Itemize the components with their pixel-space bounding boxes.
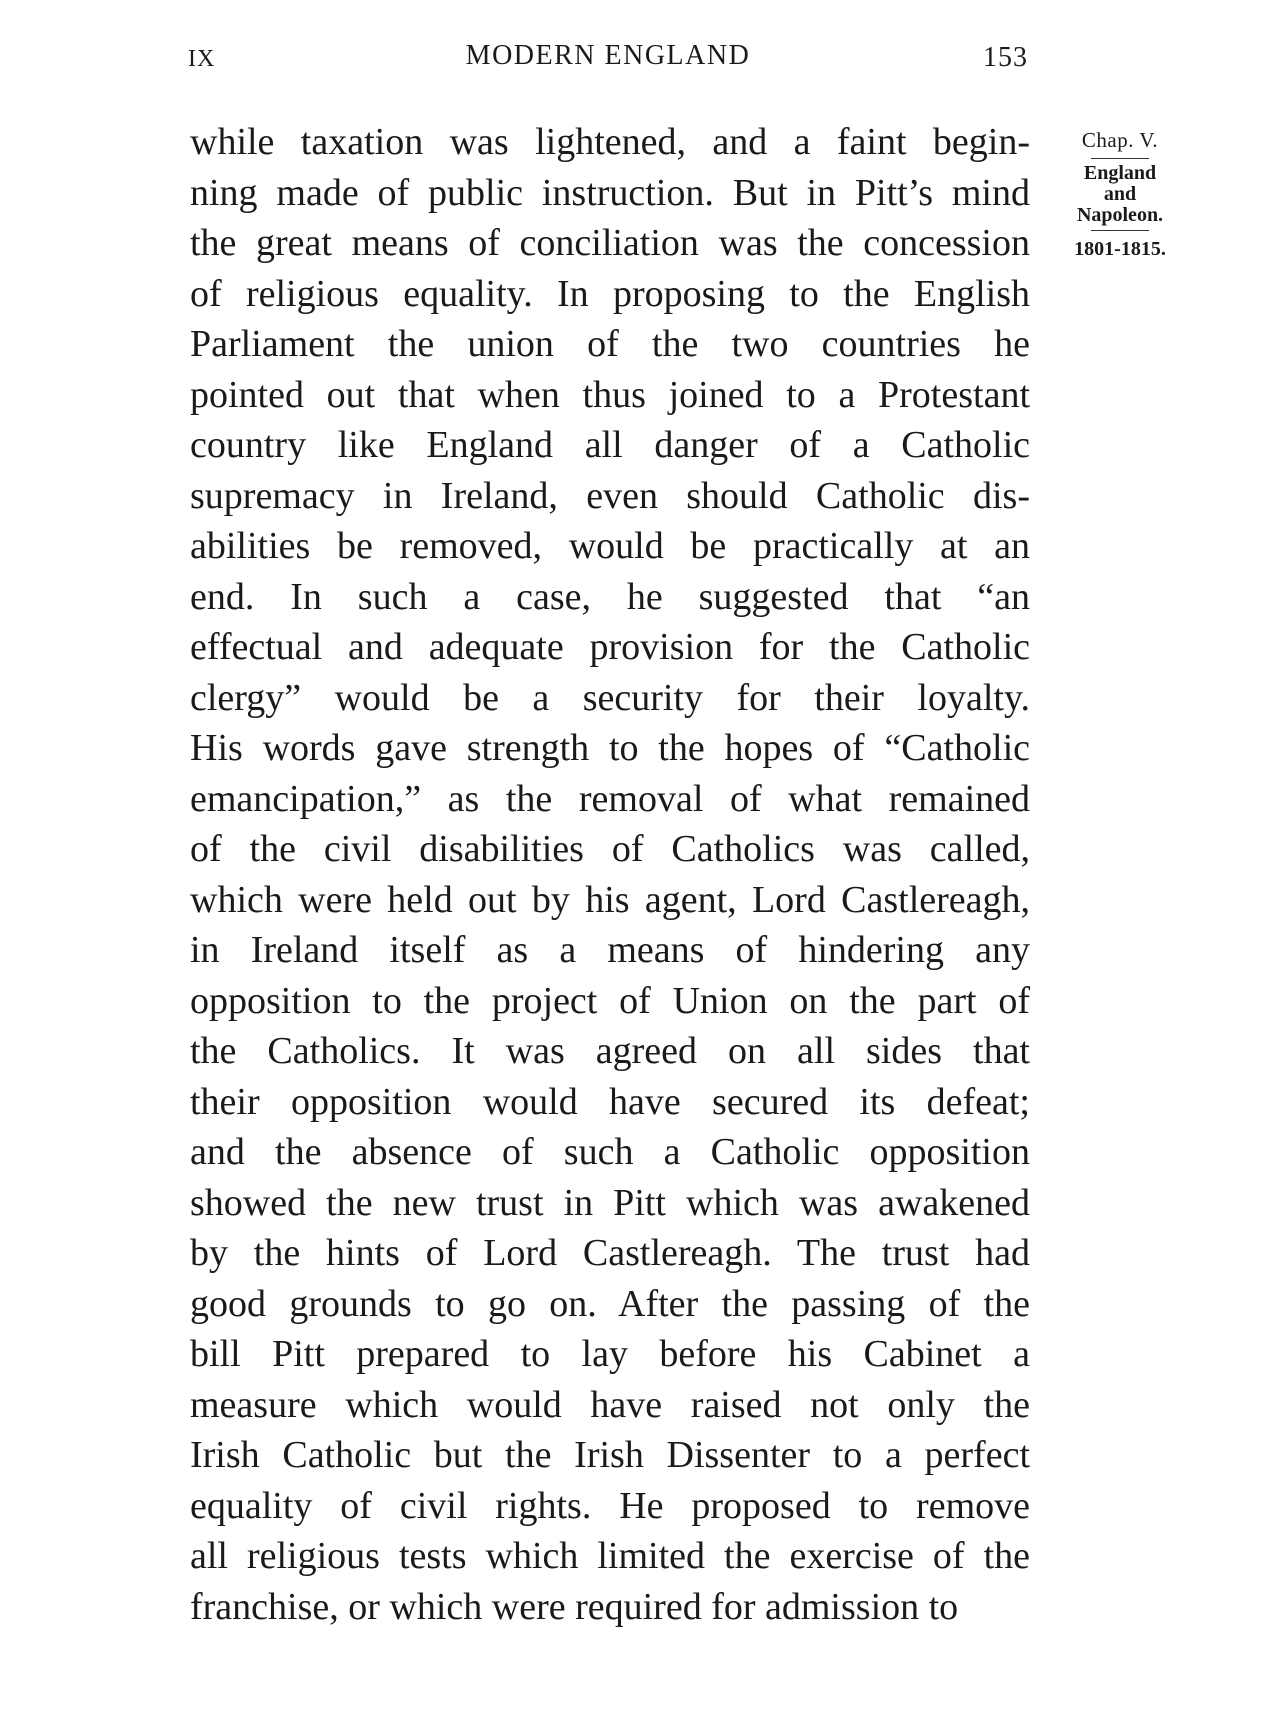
margin-rule (1091, 230, 1149, 231)
margin-subject-line: Napoleon. (1076, 204, 1164, 226)
margin-dates: 1801-1815. (1074, 238, 1166, 260)
margin-subject-line: England (1083, 162, 1157, 184)
text-line: Parliament the union of the two countries he (190, 323, 1030, 365)
text-line: end. In such a case, he suggested that “an (190, 575, 1030, 618)
text-line: and the absence of such a Catholic opposition (190, 1131, 1030, 1173)
body-text (190, 117, 1030, 1632)
text-line: showed the new trust in Pitt which was awakened (190, 1181, 1030, 1224)
text-line: the great means of conciliation was the concession (190, 222, 1030, 264)
text-line: Irish Catholic but the Irish Dissenter to a perfect (190, 1434, 1030, 1476)
text-line: of the civil disabilities of Catholics was called, (190, 828, 1030, 870)
margin-rule (1091, 158, 1149, 159)
text-line: abilities be removed, would be practically at an (190, 525, 1030, 567)
text-line: all religious tests which limited the exercise of the (190, 1535, 1030, 1577)
text-line: the Catholics. It was agreed on all sides that (190, 1030, 1030, 1072)
text-line: clergy” would be a security for their loyalty. (190, 676, 1030, 719)
text-line: His words gave strength to the hopes of “Catholic (190, 727, 1030, 769)
text-line: franchise, or which were required for admission to (190, 1585, 959, 1628)
text-line: by the hints of Lord Castlereagh. The trust had (190, 1232, 1030, 1274)
text-line: bill Pitt prepared to lay before his Cabinet a (190, 1333, 1030, 1375)
text-line: opposition to the project of Union on the part of (190, 979, 1030, 1022)
text-line: their opposition would have secured its defeat; (190, 1080, 1030, 1123)
margin-chapter-label: Chap. V. (1081, 128, 1159, 152)
chapter-number: IX (188, 46, 216, 72)
page-number: 153 (983, 42, 1028, 73)
text-line: effectual and adequate provision for the Catholic (190, 626, 1030, 668)
text-line: while taxation was lightened, and a faint begin- (190, 121, 1030, 163)
text-line: pointed out that when thus joined to a Protestant (190, 373, 1030, 416)
text-line: ning made of public instruction. But in Pitt’s mind (190, 171, 1030, 214)
text-line: emancipation,” as the removal of what remained (190, 777, 1030, 820)
text-line: equality of civil rights. He proposed to remove (190, 1484, 1030, 1527)
running-title: MODERN ENGLAND (465, 40, 751, 71)
text-line: supremacy in Ireland, even should Catholic dis- (190, 474, 1030, 517)
margin-subject-line: and (1103, 183, 1137, 205)
text-line: country like England all danger of a Catholic (190, 424, 1030, 466)
text-line: measure which would have raised not only the (190, 1383, 1030, 1426)
margin-note (1060, 126, 1180, 263)
text-line: good grounds to go on. After the passing of the (190, 1282, 1030, 1325)
running-header (188, 40, 1028, 80)
text-line: in Ireland itself as a means of hindering any (190, 929, 1030, 971)
text-line: of religious equality. In proposing to the English (190, 272, 1030, 315)
text-line: which were held out by his agent, Lord Castlereagh, (190, 878, 1030, 921)
